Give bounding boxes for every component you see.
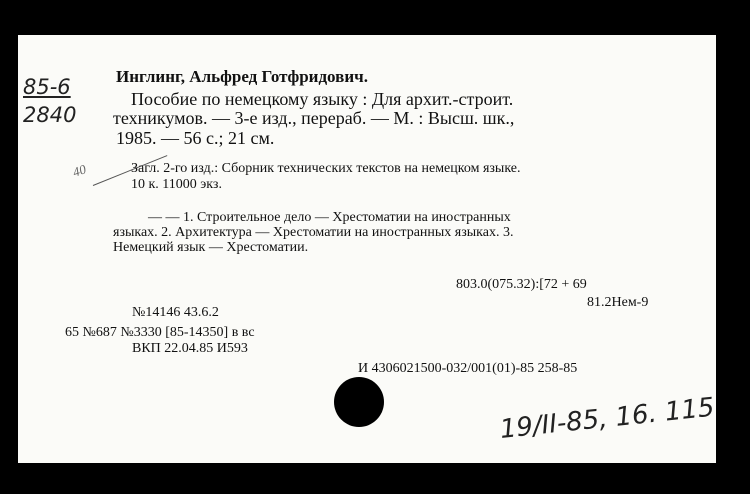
note-line-1: Загл. 2-го изд.: Сборник технических текстов на немецком языке. xyxy=(131,161,521,176)
isbn-line: И 4306021500-032/001(01)-85 258-85 xyxy=(358,361,578,376)
pencil-mark: 40 xyxy=(70,161,88,180)
subject-line-2: языках. 2. Архитектура — Хрестоматии на иностранных языках. 3. xyxy=(113,225,514,240)
udc-index: 803.0(075.32):[72 + 69 xyxy=(456,277,587,292)
bbk-index: 81.2Нем-9 xyxy=(587,295,649,310)
shelf-mark-bottom: 2840 xyxy=(23,103,77,127)
shelf-mark-top: 85-6 xyxy=(23,75,71,99)
handwritten-date-note: 19/II-85, 16. 115 xyxy=(498,392,716,445)
note-line-2: 10 к. 11000 экз. xyxy=(131,177,222,192)
title-line-1: Пособие по немецкому языку : Для архит.-строит. xyxy=(131,89,514,109)
registration-line-3: ВКП 22.04.85 И593 xyxy=(132,341,248,356)
registration-line-1: №14146 43.6.2 xyxy=(132,305,219,320)
subject-line-1: — — 1. Строительное дело — Хрестоматии на иностранных xyxy=(148,210,511,225)
catalog-card xyxy=(18,35,716,463)
title-line-3: 1985. — 56 с.; 21 см. xyxy=(116,128,275,148)
punch-hole xyxy=(334,377,384,427)
subject-line-3: Немецкий язык — Хрестоматии. xyxy=(113,240,309,255)
registration-line-2: 65 №687 №3330 [85-14350] в вс xyxy=(65,325,255,340)
author-heading: Инглинг, Альфред Готфридович. xyxy=(116,67,368,86)
title-line-2: техникумов. — 3-е изд., перераб. — М. : Высш. шк., xyxy=(113,108,515,128)
